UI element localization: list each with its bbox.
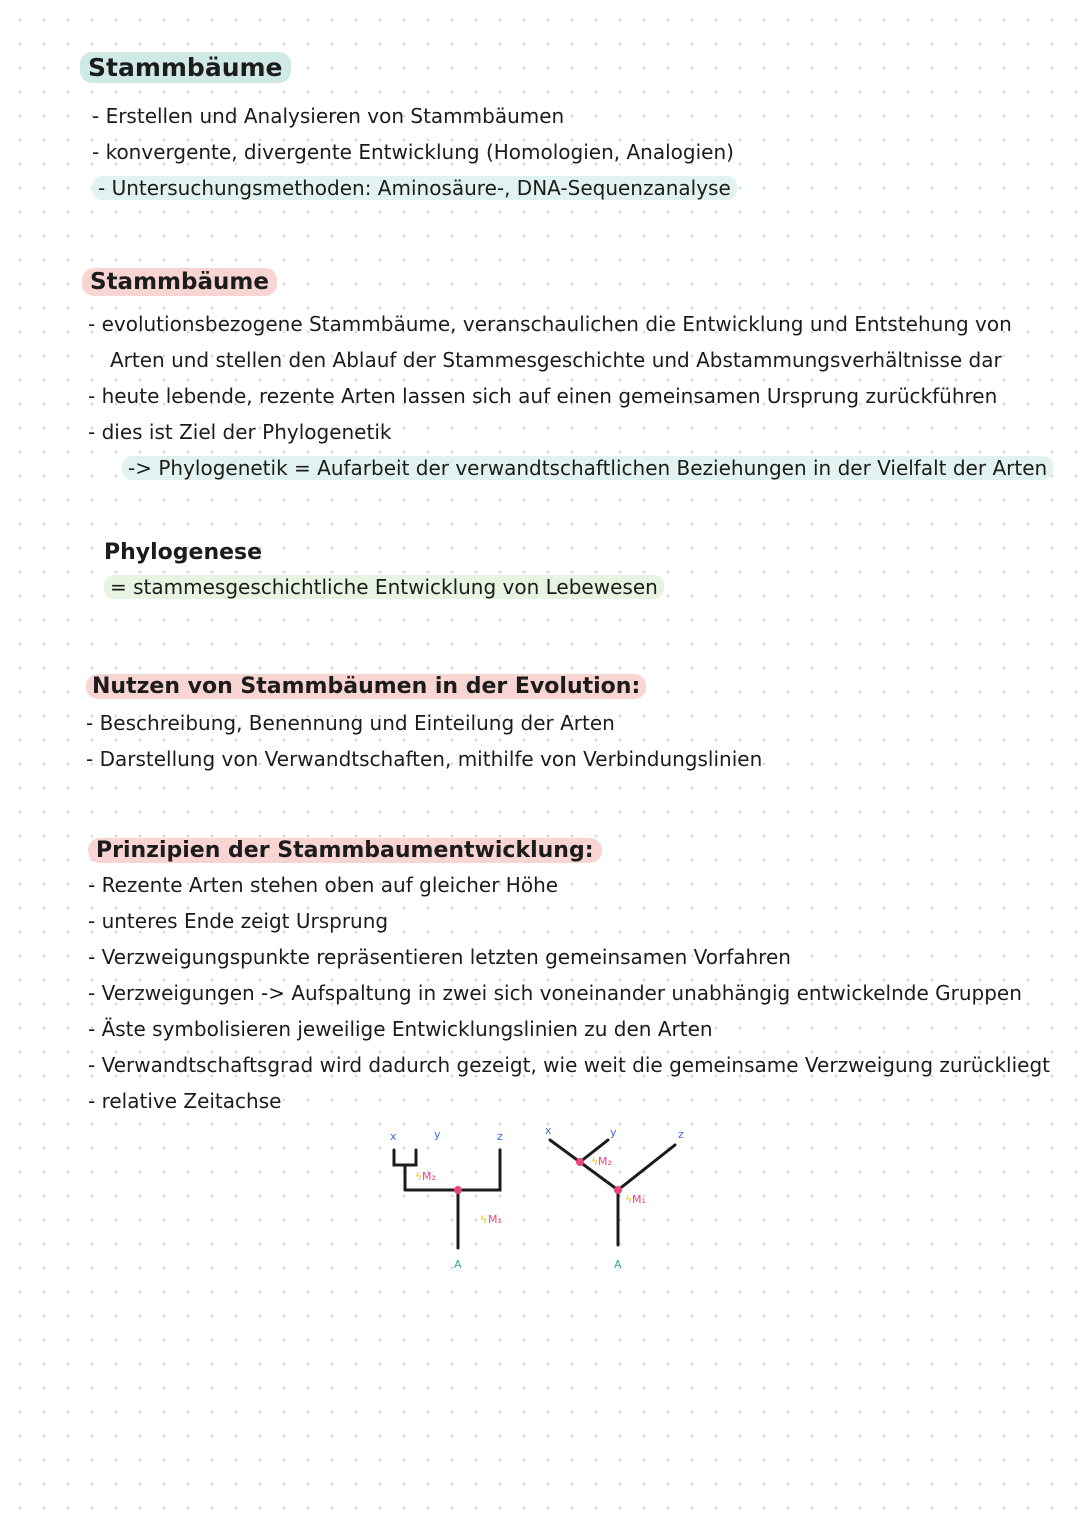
list-item: - unteres Ende zeigt Ursprung bbox=[88, 909, 389, 933]
lightning-icon: ϟ bbox=[591, 1155, 599, 1168]
branch-node bbox=[454, 1186, 462, 1194]
list-item: - Beschreibung, Benennung und Einteilung der Arten bbox=[86, 711, 615, 735]
list-item: - relative Zeitachse bbox=[88, 1089, 282, 1113]
phylogeny-diagrams bbox=[370, 1120, 720, 1300]
section-nutzen bbox=[86, 674, 762, 777]
text-line: Arten und stellen den Ablauf der Stammesgeschichte und Abstammungsverhältnisse dar bbox=[110, 348, 1002, 372]
mutation-label-m2: M₂ bbox=[422, 1170, 436, 1183]
phylogenetik-definition: -> Phylogenetik = Aufarbeit der verwandtschaftlichen Beziehungen in der Vielfalt der Arten bbox=[122, 456, 1053, 480]
root-label-a: A bbox=[454, 1258, 462, 1271]
tree-branch-xy bbox=[394, 1150, 416, 1165]
branch-node bbox=[614, 1186, 622, 1194]
diagonal-tree-labels bbox=[545, 1124, 684, 1271]
text-line: - dies ist Ziel der Phylogenetik bbox=[88, 420, 392, 444]
lightning-icon: ϟ bbox=[625, 1193, 633, 1206]
list-item: - Äste symbolisieren jeweilige Entwicklungslinien zu den Arten bbox=[88, 1017, 713, 1041]
rectangular-tree bbox=[394, 1150, 500, 1248]
mutation-label-m1: M₁ bbox=[632, 1193, 646, 1206]
mutation-label-m2: M₂ bbox=[598, 1155, 612, 1168]
lightning-icon: ϟ bbox=[415, 1170, 423, 1183]
leaf-label-z: z bbox=[497, 1130, 503, 1143]
leaf-label-x: x bbox=[390, 1130, 397, 1143]
mutation-label-m1: M₁ bbox=[488, 1213, 502, 1226]
list-item: - Verwandtschaftsgrad wird dadurch gezeigt, wie weit die gemeinsame Verzweigung zurückliegt bbox=[88, 1053, 1050, 1077]
list-item: - Verzweigungspunkte repräsentieren letzten gemeinsamen Vorfahren bbox=[88, 945, 791, 969]
leaf-label-y: y bbox=[610, 1126, 617, 1139]
section-stammbaeume bbox=[82, 268, 277, 296]
overview-title: Stammbäume bbox=[80, 52, 291, 83]
diagonal-tree bbox=[550, 1140, 675, 1245]
text-line: - heute lebende, rezente Arten lassen sich auf einen gemeinsamen Ursprung zurückführen bbox=[88, 384, 998, 408]
rectangular-tree-labels bbox=[390, 1128, 503, 1271]
tree-branch-z bbox=[618, 1145, 675, 1190]
leaf-label-y: y bbox=[434, 1128, 441, 1141]
prinzipien-list bbox=[88, 867, 1050, 1119]
lightning-icon: ϟ bbox=[480, 1213, 488, 1226]
stammbaeume-text bbox=[88, 306, 1053, 486]
section-phylogenese bbox=[104, 540, 664, 605]
list-item: - Erstellen und Analysieren von Stammbäumen bbox=[92, 104, 565, 128]
root-label-a: A bbox=[614, 1258, 622, 1271]
leaf-label-z: z bbox=[678, 1128, 684, 1141]
list-item: - Darstellung von Verwandtschaften, mithilfe von Verbindungslinien bbox=[86, 747, 763, 771]
stammbaeume-title: Stammbäume bbox=[82, 268, 277, 296]
phylogenese-title: Phylogenese bbox=[104, 540, 263, 565]
list-item: - Untersuchungsmethoden: Aminosäure-, DNA-Sequenzanalyse bbox=[92, 176, 737, 200]
overview-list bbox=[92, 98, 737, 206]
list-item: - konvergente, divergente Entwicklung (Homologien, Analogien) bbox=[92, 140, 734, 164]
section-prinzipien bbox=[88, 838, 1050, 1119]
prinzipien-title: Prinzipien der Stammbaumentwicklung: bbox=[88, 838, 602, 863]
branch-node bbox=[576, 1158, 584, 1166]
leaf-label-x: x bbox=[545, 1124, 552, 1137]
section-overview bbox=[80, 52, 291, 83]
list-item: - Verzweigungen -> Aufspaltung in zwei sich voneinander unabhängig entwickelnde Gruppen bbox=[88, 981, 1022, 1005]
nutzen-title: Nutzen von Stammbäumen in der Evolution: bbox=[86, 674, 646, 699]
phylogenese-definition: = stammesgeschichtliche Entwicklung von Lebewesen bbox=[104, 575, 664, 599]
text-line: - evolutionsbezogene Stammbäume, veranschaulichen die Entwicklung und Entstehung von bbox=[88, 312, 1012, 336]
list-item: - Rezente Arten stehen oben auf gleicher Höhe bbox=[88, 873, 559, 897]
